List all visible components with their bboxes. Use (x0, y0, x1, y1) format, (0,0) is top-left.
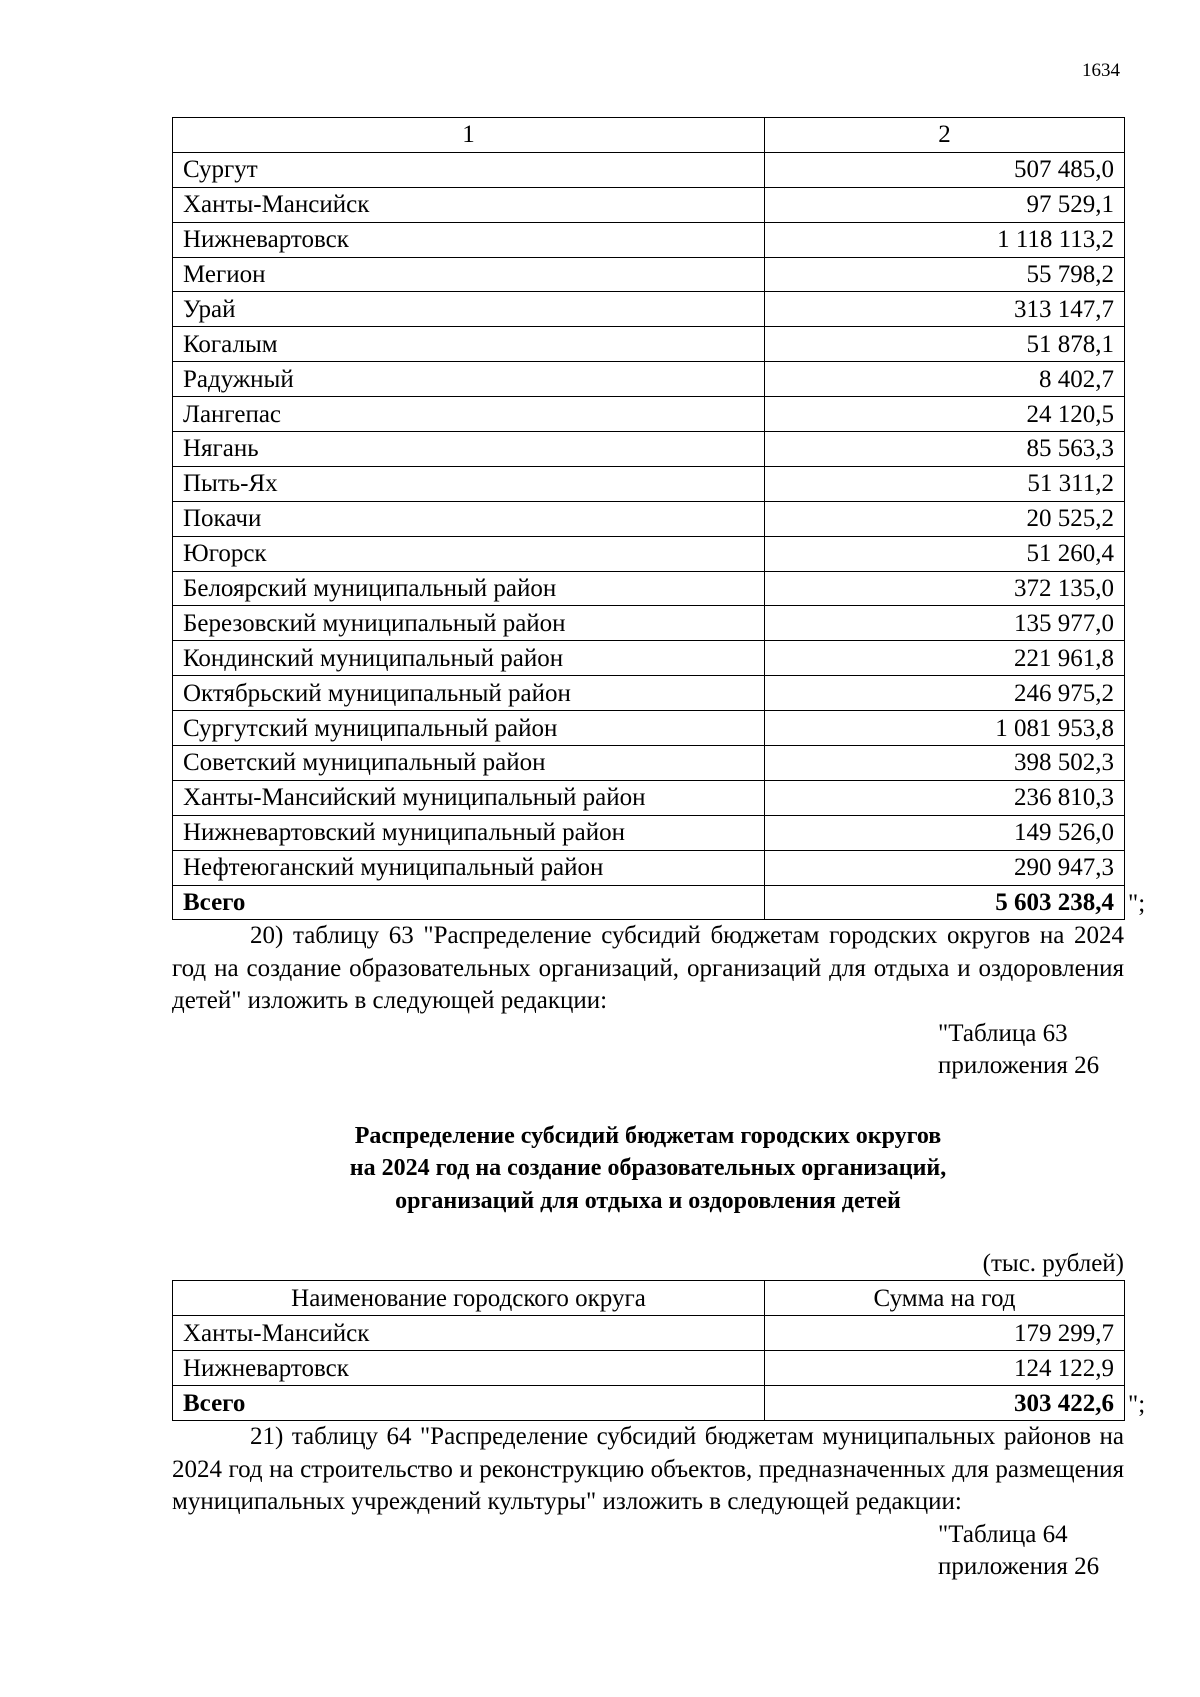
row-value: 24 120,5 (765, 397, 1125, 432)
row-name: Березовский муниципальный район (173, 606, 765, 641)
row-name: Кондинский муниципальный район (173, 641, 765, 676)
table-row (173, 606, 1125, 641)
row-name: Когалым (173, 327, 765, 362)
table-row (173, 676, 1125, 711)
row-name: Советский муниципальный район (173, 746, 765, 781)
paragraph-20-rest: на 2024 год на создание образовательных организаций, организаций для отдыха и оздоровления детей" изложить в следующей редакции: (172, 922, 1124, 1015)
table-header-row (173, 118, 1125, 153)
table-row (173, 641, 1125, 676)
row-name: Нижневартовск (173, 222, 765, 257)
row-name: Белоярский муниципальный район (173, 571, 765, 606)
row-value: 8 402,7 (765, 362, 1125, 397)
column-header-amount: Сумма на год (765, 1281, 1125, 1316)
row-name: Октябрьский муниципальный район (173, 676, 765, 711)
row-value: 372 135,0 (765, 571, 1125, 606)
table-63-ref-line2: приложения 26 (938, 1052, 1100, 1080)
total-label: Всего (173, 1386, 765, 1421)
table-row (173, 850, 1125, 885)
heading-line3: организаций для отдыха и оздоровления детей (395, 1187, 901, 1214)
table-row (173, 292, 1125, 327)
table-row (173, 222, 1125, 257)
table-row (173, 257, 1125, 292)
table-63-reference (172, 1018, 1124, 1083)
table-row (173, 1351, 1125, 1386)
total-value: 5 603 238,4 (765, 885, 1125, 920)
row-name: Радужный (173, 362, 765, 397)
row-value: 51 878,1 (765, 327, 1125, 362)
total-row (173, 1386, 1125, 1421)
table-63 (172, 1280, 1125, 1421)
row-value: 290 947,3 (765, 850, 1125, 885)
row-name: Сургут (173, 152, 765, 187)
table-row (173, 501, 1125, 536)
row-value: 179 299,7 (765, 1316, 1125, 1351)
row-name: Пыть-Ях (173, 466, 765, 501)
page-number: 1634 (1082, 60, 1120, 81)
table-64-ref-line1: "Таблица 64 (938, 1520, 1068, 1548)
total-label: Всего (173, 885, 765, 920)
heading-line1: Распределение субсидий бюджетам городских округов (354, 1122, 942, 1149)
row-value: 507 485,0 (765, 152, 1125, 187)
row-name: Нижневартовск (173, 1351, 765, 1386)
table-row (173, 536, 1125, 571)
table-63-ref-line1: "Таблица 63 (938, 1019, 1068, 1047)
table-row (173, 466, 1125, 501)
row-value: 313 147,7 (765, 292, 1125, 327)
units-label: (тыс. рублей) (982, 1250, 1124, 1278)
table-64-ref-line2: приложения 26 (938, 1553, 1100, 1581)
row-value: 1 118 113,2 (765, 222, 1125, 257)
row-value: 236 810,3 (765, 780, 1125, 815)
paragraph-20 (172, 920, 1124, 1018)
row-value: 55 798,2 (765, 257, 1125, 292)
row-value: 135 977,0 (765, 606, 1125, 641)
paragraph-20-line1: 20) таблицу 63 "Распределение субсидий бюджетам городских округов (250, 922, 1031, 950)
row-name: Югорск (173, 536, 765, 571)
column-number-2: 2 (765, 118, 1125, 153)
row-name: Покачи (173, 501, 765, 536)
row-name: Нефтеюганский муниципальный район (173, 850, 765, 885)
table-row (173, 327, 1125, 362)
table-62 (172, 117, 1125, 920)
row-name: Ханты-Мансийск (173, 1316, 765, 1351)
row-name: Урай (173, 292, 765, 327)
table-row (173, 815, 1125, 850)
table-row (173, 432, 1125, 467)
table-63-wrapper (172, 1280, 1146, 1421)
closing-quote-mark: "; (1128, 890, 1146, 918)
table-64-reference (172, 1519, 1124, 1584)
row-name: Ханты-Мансийский муниципальный район (173, 780, 765, 815)
row-value: 85 563,3 (765, 432, 1125, 467)
row-value: 124 122,9 (765, 1351, 1125, 1386)
table-row (173, 1316, 1125, 1351)
paragraph-21-line1: 21) таблицу 64 "Распределение субсидий бюджетам муниципальных (250, 1423, 996, 1451)
document-body (172, 117, 1146, 1584)
table-row (173, 571, 1125, 606)
total-row (173, 885, 1125, 920)
row-name: Ханты-Мансийск (173, 187, 765, 222)
row-value: 97 529,1 (765, 187, 1125, 222)
row-value: 51 260,4 (765, 536, 1125, 571)
table-row (173, 362, 1125, 397)
heading-line2: на 2024 год на создание образовательных организаций, (349, 1155, 947, 1182)
total-value: 303 422,6 (765, 1386, 1125, 1421)
column-header-name: Наименование городского округа (173, 1281, 765, 1316)
table-63-heading (172, 1120, 1124, 1218)
table-row (173, 780, 1125, 815)
row-value: 246 975,2 (765, 676, 1125, 711)
row-value: 20 525,2 (765, 501, 1125, 536)
row-value: 221 961,8 (765, 641, 1125, 676)
table-header-row (173, 1281, 1125, 1316)
row-name: Нижневартовский муниципальный район (173, 815, 765, 850)
row-name: Лангепас (173, 397, 765, 432)
row-value: 398 502,3 (765, 746, 1125, 781)
paragraph-21 (172, 1421, 1124, 1519)
paragraph-21-rest: районов на 2024 год на строительство и реконструкцию объектов, предназначенных для размещения муниципальных учреждений культуры" изложить в следующей редакции: (172, 1423, 1125, 1516)
table-row (173, 711, 1125, 746)
table-row (173, 746, 1125, 781)
row-value: 1 081 953,8 (765, 711, 1125, 746)
row-name: Нягань (173, 432, 765, 467)
closing-quote-mark: "; (1128, 1391, 1146, 1419)
row-name: Сургутский муниципальный район (173, 711, 765, 746)
column-number-1: 1 (173, 118, 765, 153)
table-62-wrapper (172, 117, 1146, 920)
table-row (173, 397, 1125, 432)
row-value: 149 526,0 (765, 815, 1125, 850)
table-row (173, 152, 1125, 187)
row-value: 51 311,2 (765, 466, 1125, 501)
table-row (173, 187, 1125, 222)
row-name: Мегион (173, 257, 765, 292)
